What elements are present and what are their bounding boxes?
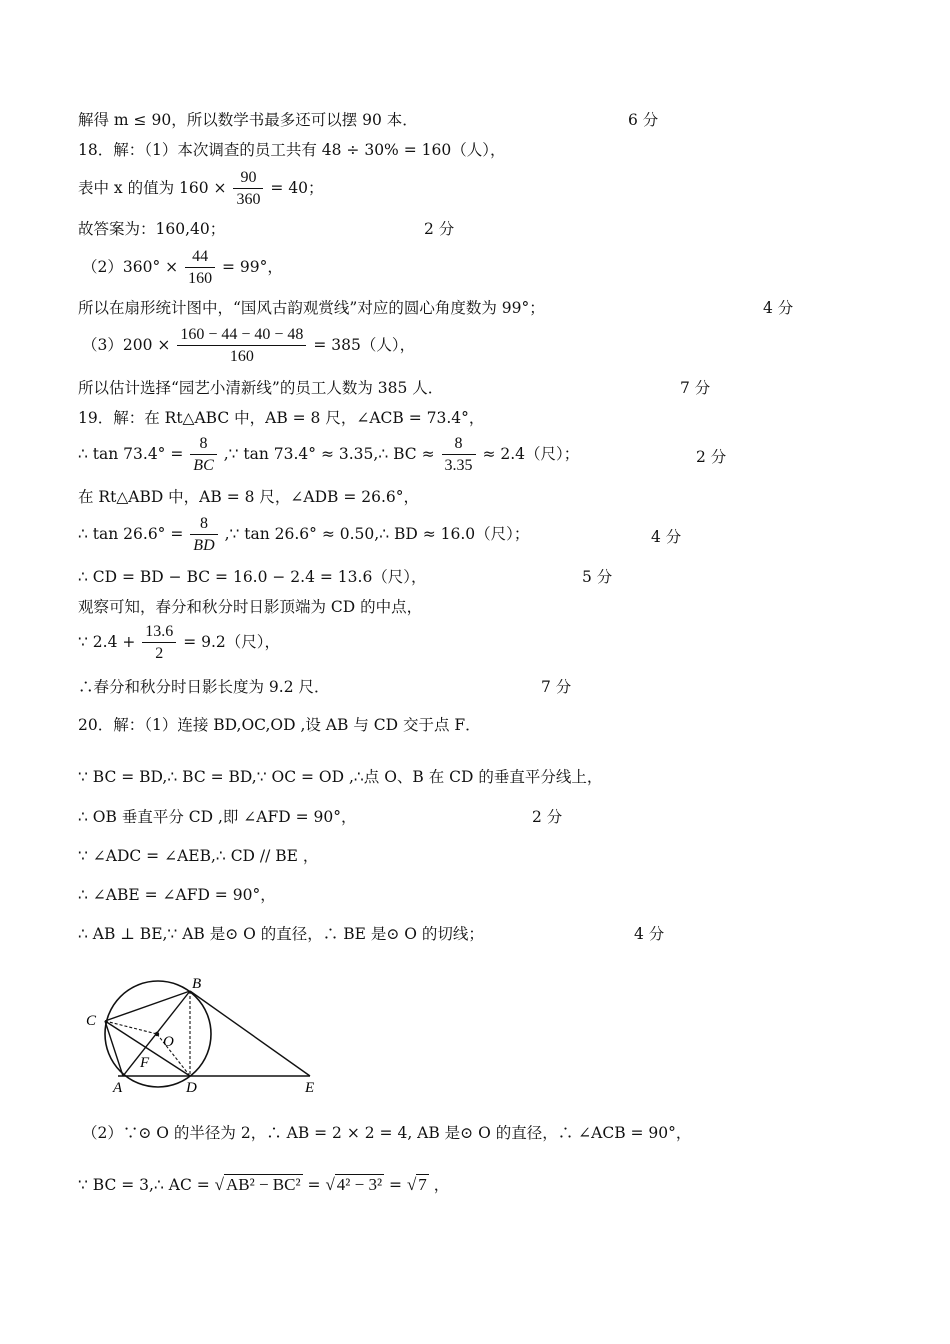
fraction: $\frac{44}{160}$ [185, 249, 215, 287]
fraction: $\frac{160 - 44 - 40 - 48}{160}$ [177, 327, 306, 365]
line-9: 19．解：在 Rt△ABC 中，AB = 8 尺，∠ACB = 73.4°， [78, 409, 485, 427]
line-22: ∴ AB ⊥ BE,∵ AB 是⊙ O 的直径，∴ BE 是⊙ O 的切线； [78, 925, 484, 943]
line-21: ∴ ∠ABE = ∠AFD = 90°， [78, 886, 276, 904]
geometry-figure [78, 970, 338, 1100]
score-19: 2 分 [532, 808, 563, 826]
line-13: ∴ CD = BD − BC = 16.0 − 2.4 = 13.6（尺）， [78, 568, 427, 586]
score-12: 4 分 [651, 528, 682, 546]
line-17: 20．解：（1）连接 BD,OC,OD ,设 AB 与 CD 交于点 F． [78, 716, 481, 734]
line-14: 观察可知，春分和秋分时日影顶端为 CD 的中点， [78, 598, 423, 616]
score-1: 6 分 [628, 111, 659, 129]
line-23: （2）∵⊙ O 的半径为 2，∴ AB = 2 × 2 = 4, AB 是⊙ O 的直径，∴ ∠ACB = 90°， [82, 1124, 692, 1142]
line-7: （3）200 × $\frac{160 - 44 - 40 - 48}{160}$ = 385（人）， [82, 326, 416, 365]
label-d: D [186, 1080, 197, 1096]
line-10: ∴ tan 73.4° = $\frac{8}{BC}$ ,∵ tan 73.4° ≈ 3.35,∴ BC ≈ $\frac{8}{3.35}$ ≈ 2.4（尺）； [78, 435, 580, 474]
line-24: ∵ BC = 3,∴ AC = √ AB² − BC² = √ 4² − 3² = √ 7 ， [78, 1175, 450, 1194]
line-19: ∴ OB 垂直平分 CD ,即 ∠AFD = 90°， [78, 808, 357, 826]
line-8: 所以估计选择“园艺小清新线”的员工人数为 385 人． [78, 379, 444, 397]
label-o: O [163, 1034, 174, 1050]
label-c: C [86, 1013, 97, 1029]
line-5: （2）360° × $\frac{44}{160}$ = 99°， [82, 248, 283, 287]
line-15: ∵ 2.4 + $\frac{13.6}{2}$ = 9.2（尺）， [78, 623, 281, 662]
score-16: 7 分 [541, 678, 572, 696]
label-a: A [113, 1080, 123, 1096]
line-20: ∵ ∠ADC = ∠AEB,∴ CD // BE ， [78, 847, 319, 865]
line-12: ∴ tan 26.6° = $\frac{8}{BD}$ ,∵ tan 26.6° ≈ 0.50,∴ BD ≈ 16.0（尺）； [78, 515, 530, 554]
fraction: $\frac{13.6}{2}$ [142, 624, 176, 662]
line-1: 解得 m ≤ 90，所以数学书最多还可以摆 90 本． [78, 111, 418, 129]
score-22: 4 分 [634, 925, 665, 943]
fraction: $\frac{8}{BD}$ [190, 516, 217, 554]
line-6: 所以在扇形统计图中，“国风古韵观赏线”对应的圆心角度数为 99°； [78, 299, 545, 317]
fraction: $\frac{8}{3.35}$ [442, 436, 476, 474]
label-b: B [192, 976, 202, 992]
label-e: E [305, 1080, 315, 1096]
fraction: $\frac{8}{BC}$ [190, 436, 216, 474]
score-8: 7 分 [680, 379, 711, 397]
line-2: 18．解：（1）本次调查的员工共有 48 ÷ 30% = 160（人）， [78, 141, 506, 159]
line-16: ∴春分和秋分时日影长度为 9.2 尺． [78, 678, 330, 696]
score-4: 2 分 [424, 220, 455, 238]
fraction: $\frac{90}{360}$ [233, 170, 263, 208]
score-6: 4 分 [763, 299, 794, 317]
line-18: ∵ BC = BD,∴ BC = BD,∵ OC = OD ,∴点 O、B 在 CD 的垂直平分线上， [78, 768, 603, 786]
line-4: 故答案为：160,40； [78, 220, 226, 238]
score-13: 5 分 [582, 568, 613, 586]
line-11: 在 Rt△ABD 中，AB = 8 尺，∠ADB = 26.6°， [78, 488, 420, 506]
line-3: 表中 x 的值为 160 × $\frac{90}{360}$ = 40； [78, 169, 324, 208]
label-f: F [140, 1055, 150, 1071]
score-10: 2 分 [696, 448, 727, 466]
